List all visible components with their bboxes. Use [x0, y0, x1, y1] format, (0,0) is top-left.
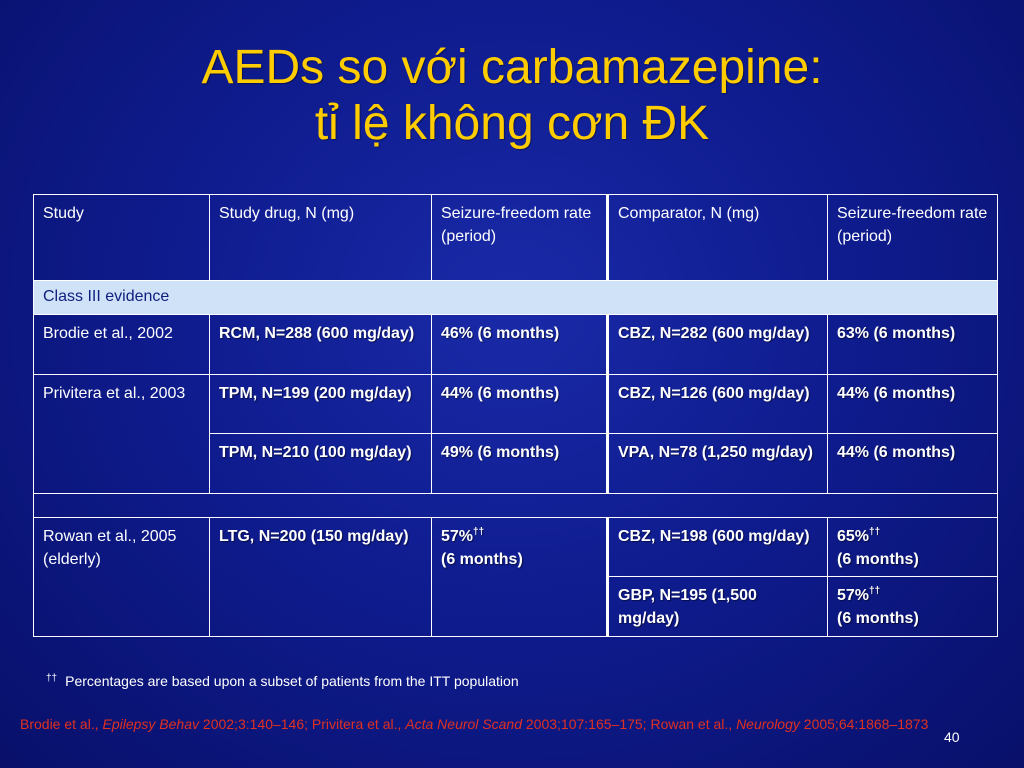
header-row [34, 195, 998, 281]
spacer-cell [34, 494, 998, 518]
ref-cite-1: 2002;3:140–146; Privitera et al., [202, 716, 402, 732]
title-line-1: AEDs so với carbamazepine: [201, 41, 823, 94]
comparator-cell: CBZ, N=282 (600 mg/day) [608, 315, 828, 375]
comparator-rate-cell [828, 517, 998, 577]
study-cell: Brodie et al., 2002 [34, 315, 210, 375]
comparator-rate-cell: 44% (6 months) [828, 434, 998, 494]
study-cell: Rowan et al., 2005 (elderly) [34, 517, 210, 636]
footnote-mark: †† [46, 673, 58, 684]
comparator-cell: CBZ, N=198 (600 mg/day) [608, 517, 828, 577]
drug-cell: TPM, N=210 (100 mg/day) [210, 434, 432, 494]
dagger-mark: †† [869, 586, 881, 597]
results-table [33, 194, 998, 637]
ref-journal-1: Epilepsy Behav [102, 716, 200, 732]
header-study: Study [34, 195, 210, 281]
header-comparator-rate: Seizure-freedom rate (period) [828, 195, 998, 281]
page-number: 40 [944, 729, 960, 745]
rate-cell [432, 517, 608, 636]
ref-journal-3: Neurology [736, 716, 800, 732]
class-label: Class III evidence [34, 281, 998, 315]
rate-period: (6 months) [441, 550, 523, 568]
table-row [34, 315, 998, 375]
comparator-cell: VPA, N=78 (1,250 mg/day) [608, 434, 828, 494]
rate-period: (6 months) [837, 550, 919, 568]
ref-journal-2: Acta Neurol Scand [405, 716, 522, 732]
header-seizure-rate: Seizure-freedom rate (period) [432, 195, 608, 281]
drug-cell: LTG, N=200 (150 mg/day) [210, 517, 432, 636]
rate-period: (6 months) [837, 610, 919, 628]
ref-cite-3: 2005;64:1868–1873 [803, 716, 929, 732]
rate-value: 57% [837, 587, 870, 605]
rate-value: 65% [837, 527, 870, 545]
table-row [34, 517, 998, 577]
footnote-text: Percentages are based upon a subset of patients from the ITT population [65, 673, 519, 689]
table-row [34, 374, 998, 434]
dagger-mark: †† [473, 526, 485, 538]
comparator-rate-cell: 44% (6 months) [828, 374, 998, 434]
rate-cell: 46% (6 months) [432, 315, 608, 375]
dagger-mark: †† [869, 526, 881, 538]
header-comparator: Comparator, N (mg) [608, 195, 828, 281]
slide-title [0, 40, 1024, 152]
comparator-cell: CBZ, N=126 (600 mg/day) [608, 374, 828, 434]
rate-cell: 49% (6 months) [432, 434, 608, 494]
comparator-rate-cell: 63% (6 months) [828, 315, 998, 375]
class-row [34, 281, 998, 315]
rate-cell: 44% (6 months) [432, 374, 608, 434]
footnote [46, 673, 519, 689]
comparator-rate-cell [828, 577, 998, 637]
comparator-cell: GBP, N=195 (1,500 mg/day) [608, 577, 828, 637]
rate-value: 57% [441, 527, 474, 545]
ref-authors-1: Brodie et al., [20, 716, 99, 732]
drug-cell: RCM, N=288 (600 mg/day) [210, 315, 432, 375]
title-line-2: tỉ lệ không cơn ĐK [314, 97, 710, 150]
study-cell: Privitera et al., 2003 [34, 374, 210, 493]
header-study-drug: Study drug, N (mg) [210, 195, 432, 281]
drug-cell: TPM, N=199 (200 mg/day) [210, 374, 432, 434]
ref-cite-2: 2003;107:165–175; Rowan et al., [525, 716, 733, 732]
spacer-row [34, 494, 998, 518]
references [20, 714, 980, 735]
